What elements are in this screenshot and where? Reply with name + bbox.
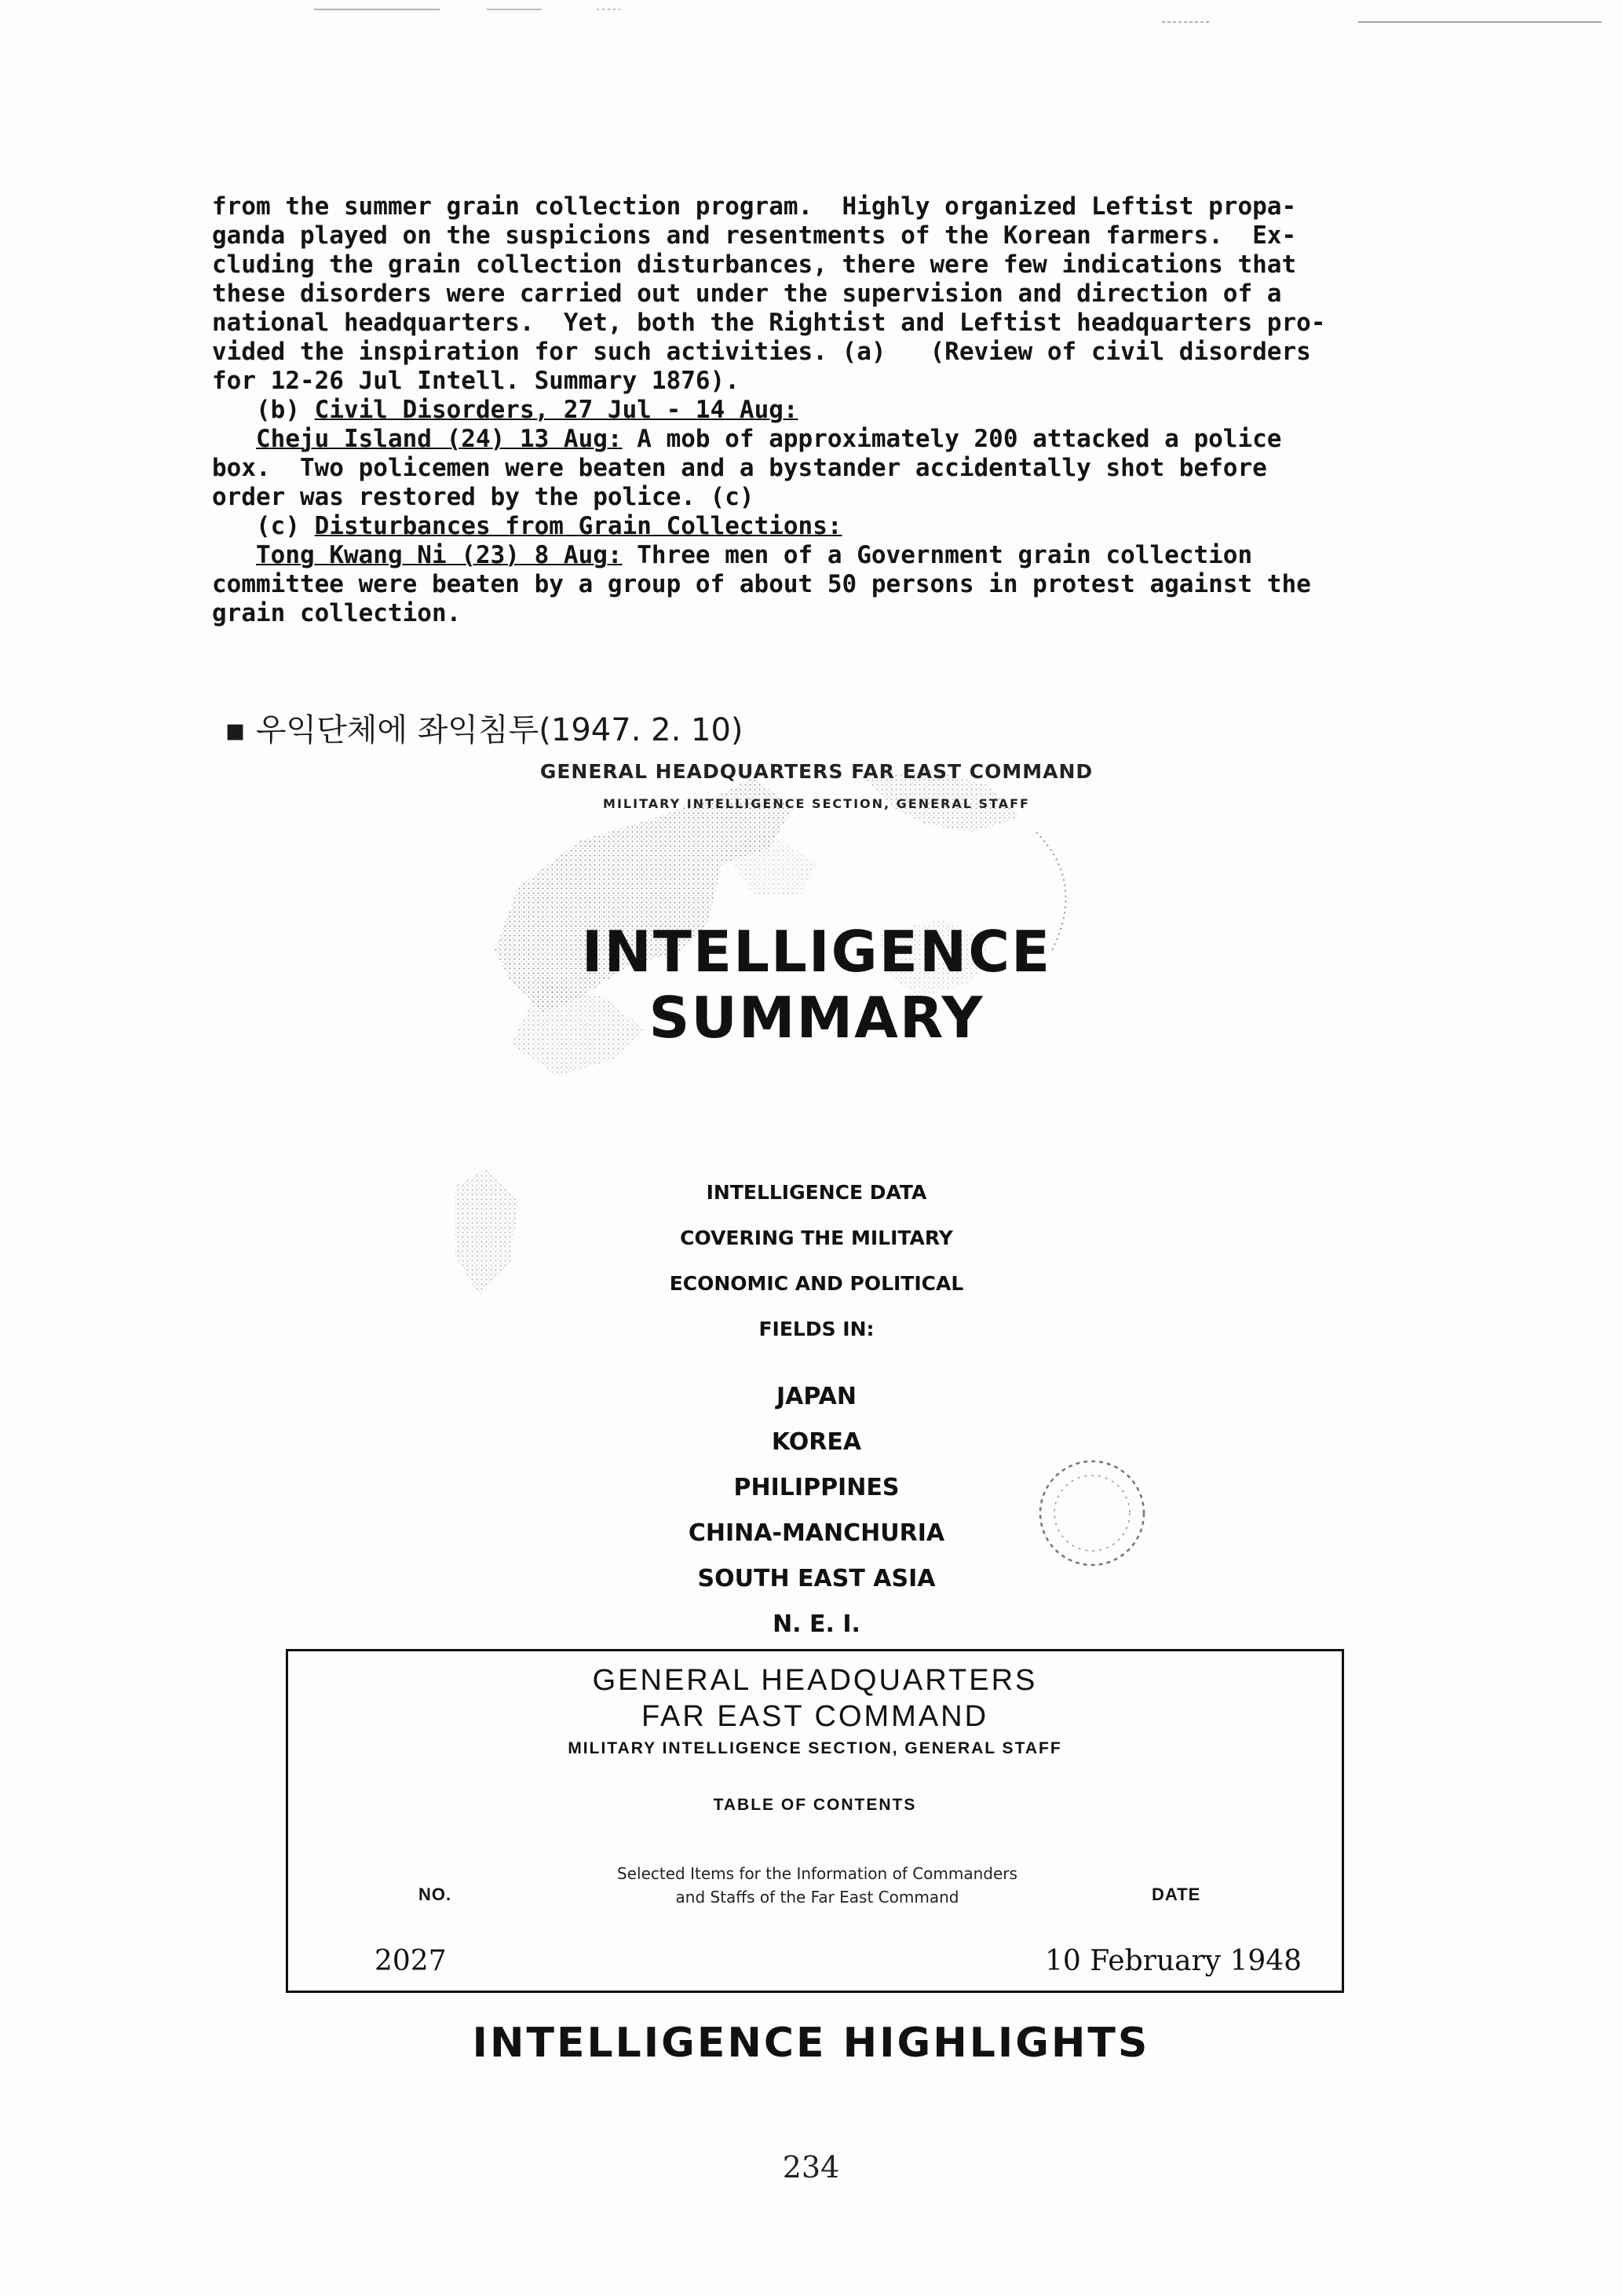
section-heading-grain-collections bbox=[212, 512, 1319, 541]
entry-text: A mob of approximately 200 attacked a police bbox=[622, 425, 1282, 453]
table-of-contents-box bbox=[286, 1649, 1344, 1993]
scan-artifact-lines bbox=[0, 5, 1622, 28]
toc-headquarters: GENERAL HEADQUARTERS bbox=[592, 1664, 1038, 1697]
toc-section: MILITARY INTELLIGENCE SECTION, GENERAL STAFF bbox=[568, 1739, 1062, 1757]
report-entry bbox=[212, 541, 1319, 570]
cover-intro-line: INTELLIGENCE DATA bbox=[706, 1181, 927, 1204]
region-item: JAPAN bbox=[776, 1383, 857, 1410]
toc-date-label: DATE bbox=[1152, 1885, 1201, 1904]
toc-selected-line: and Staffs of the Far East Command bbox=[675, 1888, 959, 1907]
entry-place: Tong Kwang Ni (23) 8 Aug: bbox=[256, 541, 623, 569]
section-marker: (c) bbox=[212, 512, 315, 540]
report-entry bbox=[212, 425, 1319, 454]
intelligence-highlights-title: INTELLIGENCE HIGHLIGHTS bbox=[472, 2020, 1150, 2067]
report-line: national headquarters. Yet, both the Rightist and Leftist headquarters pro- bbox=[212, 309, 1326, 337]
toc-command: FAR EAST COMMAND bbox=[641, 1700, 989, 1733]
entry-text: Three men of a Government grain collection bbox=[622, 541, 1253, 569]
section-heading: Disturbances from Grain Collections: bbox=[314, 512, 842, 540]
toc-no-label: NO. bbox=[418, 1885, 452, 1904]
report-line: ganda played on the suspicions and resentments of the Korean farmers. Ex- bbox=[212, 221, 1297, 250]
report-line: for 12-26 Jul Intell. Summary 1876). bbox=[212, 367, 740, 395]
toc-heading: TABLE OF CONTENTS bbox=[713, 1796, 917, 1814]
region-item: CHINA-MANCHURIA bbox=[688, 1519, 945, 1547]
toc-number: 2027 bbox=[374, 1945, 447, 1977]
region-item: SOUTH EAST ASIA bbox=[697, 1565, 936, 1592]
region-item: N. E. I. bbox=[773, 1610, 860, 1638]
cover-subheader: MILITARY INTELLIGENCE SECTION, GENERAL STAFF bbox=[603, 796, 1030, 811]
report-line: vided the inspiration for such activities. (a) (Review of civil disorders bbox=[212, 338, 1311, 366]
report-line: order was restored by the police. (c) bbox=[212, 483, 754, 511]
korean-caption: ▪ 우익단체에 좌익침투(1947. 2. 10) bbox=[225, 712, 743, 748]
report-line: box. Two policemen were beaten and a bystander accidentally shot before bbox=[212, 454, 1267, 482]
report-line: these disorders were carried out under the supervision and direction of a bbox=[212, 280, 1282, 308]
section-marker: (b) bbox=[212, 396, 315, 424]
cover-intro bbox=[581, 1170, 1052, 1352]
toc-date: 10 February 1948 bbox=[1045, 1945, 1302, 1977]
toc-selected-items bbox=[547, 1862, 1087, 1909]
cover-regions bbox=[581, 1374, 1052, 1647]
page-number: 234 bbox=[782, 2150, 840, 2184]
entry-place: Cheju Island (24) 13 Aug: bbox=[256, 425, 623, 453]
section-heading-civil-disorders bbox=[212, 396, 1319, 425]
seal-stamp bbox=[1033, 1454, 1151, 1572]
cover-header: GENERAL HEADQUARTERS FAR EAST COMMAND bbox=[539, 760, 1094, 783]
typewritten-report bbox=[212, 192, 1326, 628]
toc-selected-line: Selected Items for the Information of Commanders bbox=[617, 1864, 1017, 1883]
report-line: grain collection. bbox=[212, 599, 462, 627]
cover-intro-line: ECONOMIC AND POLITICAL bbox=[669, 1272, 964, 1295]
section-heading: Civil Disorders, 27 Jul - 14 Aug: bbox=[314, 396, 798, 424]
report-line: committee were beaten by a group of about 50 persons in protest against the bbox=[212, 570, 1311, 598]
cover-intro-line: FIELDS IN: bbox=[758, 1318, 875, 1340]
cover-intro-line: COVERING THE MILITARY bbox=[680, 1227, 953, 1249]
report-line: from the summer grain collection program. Highly organized Leftist propa- bbox=[212, 192, 1297, 221]
region-item: KOREA bbox=[771, 1428, 862, 1456]
cover-title: INTELLIGENCE SUMMARY bbox=[581, 919, 1052, 1051]
report-line: cluding the grain collection disturbances, there were few indications that bbox=[212, 250, 1297, 279]
region-item: PHILIPPINES bbox=[733, 1474, 900, 1501]
